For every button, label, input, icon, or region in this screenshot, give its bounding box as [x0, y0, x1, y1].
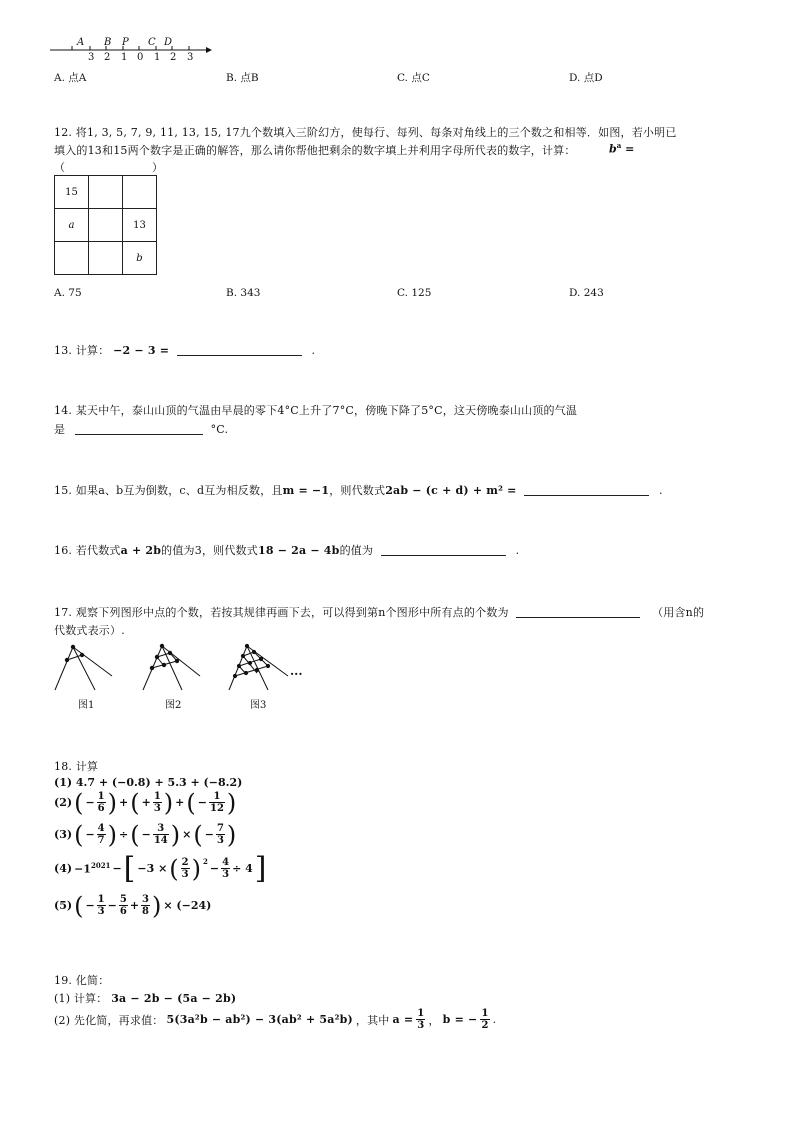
- fraction: $\frac{1}{6}$: [97, 791, 105, 814]
- question-17-text: 17. 观察下列图形中点的个数，若按其规律再画下去，可以得到第n个图形中所有点的个数为: [54, 606, 509, 619]
- simplify-2-label: (2) 先化简，再求值：: [54, 1013, 164, 1027]
- fraction: $\frac{1}{3}$: [153, 791, 161, 814]
- ellipsis: ...: [290, 664, 303, 678]
- answer-blank[interactable]: [516, 605, 640, 618]
- question-14-start: 是: [54, 423, 66, 436]
- answer-blank[interactable]: [524, 483, 649, 496]
- tick-label: 3: [187, 52, 194, 63]
- question-12-text-2: 填入的13和15两个数字是正确的解答，那么请你帮他把剩余的数字填上并利用字母所代表的数字，计算：: [54, 144, 576, 157]
- calc-2-label: (2): [54, 796, 73, 809]
- question-17-text-2: 代数式表示）.: [54, 624, 125, 637]
- figure-label-2: 图2: [165, 700, 182, 711]
- answer-paren-close: ）: [152, 161, 164, 174]
- grid-cell: [89, 242, 123, 275]
- tick-label: 1: [121, 52, 128, 63]
- period: .: [492, 1013, 497, 1026]
- question-16-expr2: 18 − 2a − 4b: [257, 544, 340, 557]
- fraction: $\frac{5}{6}$: [119, 894, 127, 917]
- calc-4: (4) $-1^{2021}$ − [ −3 × ( $\frac{2}{3}$ ) $^2$ − $\frac{4}{3}$ ÷ 4 ]: [54, 850, 267, 886]
- question-12-text: 12. 将1, 3, 5, 7, 9, 11, 13, 15, 17九个数填入三阶幻方，使每行、每列、每条对角线上的三个数之和相等．如图，若小明已: [54, 126, 677, 139]
- figure-3: [229, 644, 288, 690]
- period: .: [311, 344, 316, 357]
- question-19-title: 19. 化简：: [54, 974, 110, 987]
- grid-cell: [89, 209, 123, 242]
- magic-square-grid: [54, 175, 157, 275]
- simplify-1-label: (1) 计算：: [54, 992, 108, 1005]
- tick-label: 1: [154, 52, 161, 63]
- question-16-expr1: a + 2b: [120, 544, 162, 557]
- question-15-cond: m = −1: [282, 484, 330, 497]
- question-13-label: 13. 计算：: [54, 344, 110, 357]
- calc-1: (1) 4.7 + (−0.8) + 5.3 + (−8.2): [54, 776, 243, 789]
- point-label-d: D: [164, 37, 173, 48]
- simplify-2-mid: ，其中: [355, 1013, 390, 1027]
- question-16: [54, 542, 519, 558]
- point-label-a: A: [77, 37, 85, 48]
- question-15-label: 15. 如果a、b互为倒数，c、d互为相反数，且: [54, 484, 283, 497]
- simplify-2-expr: 5(3a²b − ab²) − 3(ab² + 5a²b): [166, 1013, 353, 1026]
- tick-label: 2: [104, 52, 111, 63]
- grid-cell: [123, 176, 157, 209]
- question-17-line1: [54, 604, 704, 620]
- option-d[interactable]: D. 243: [569, 287, 604, 299]
- question-16-label: 16. 若代数式: [54, 544, 121, 557]
- period: .: [659, 484, 663, 497]
- question-18-title: 18. 计算: [54, 760, 99, 773]
- grid-cell: a: [55, 209, 89, 242]
- fraction: $\frac{3}{14}$: [153, 823, 168, 846]
- calc-5: (5) ( − $\frac{1}{3}$ − $\frac{5}{6}$ + $\frac{3}{8}$ ) × (−24): [54, 891, 212, 920]
- option-b[interactable]: B. 343: [226, 287, 261, 299]
- point-label-c: C: [148, 37, 156, 48]
- fraction: $\frac{3}{8}$: [142, 894, 150, 917]
- figure-2: [143, 644, 200, 690]
- option-c[interactable]: C. 125: [397, 287, 432, 299]
- option-a[interactable]: A. 点A: [54, 72, 87, 84]
- question-16-mid1: 的值为3，则代数式: [161, 544, 258, 557]
- option-b[interactable]: B. 点B: [226, 72, 259, 84]
- calc-3-label: (3): [54, 828, 73, 841]
- tick-label: 0: [137, 52, 144, 63]
- fraction: $\frac{7}{3}$: [216, 823, 224, 846]
- calc-2: (2) ( − $\frac{1}{6}$ ) + ( + $\frac{1}{3}$ ) + ( − $\frac{1}{12}$ ): [54, 788, 237, 817]
- question-14-text: 14. 某天中午，泰山山顶的气温由早晨的零下4°C上升了7°C，傍晚下降了5°C，这天傍晚泰山山顶的气温: [54, 404, 578, 417]
- value-a: a =: [392, 1013, 414, 1026]
- fraction: $\frac{1}{12}$: [209, 791, 224, 814]
- question-15: [54, 482, 663, 498]
- grid-cell: 15: [55, 176, 89, 209]
- value-b: b = −: [442, 1013, 478, 1026]
- period: .: [515, 544, 520, 557]
- calc-3: (3) ( − $\frac{4}{7}$ ) ÷ ( − $\frac{3}{14}$ ) × ( − $\frac{7}{3}$ ): [54, 820, 237, 849]
- fraction: $\frac{4}{3}$: [222, 857, 230, 880]
- simplify-1: [54, 990, 236, 1006]
- question-12-expr: $b^a$ =: [609, 141, 635, 156]
- question-13-expr: −2 − 3 =: [113, 344, 170, 357]
- tick-label: 3: [88, 52, 95, 63]
- grid-cell: [89, 176, 123, 209]
- option-d[interactable]: D. 点D: [569, 72, 603, 84]
- figure-label-1: 图1: [78, 700, 95, 711]
- calc-4-label: (4): [54, 862, 73, 875]
- fraction: $\frac{4}{7}$: [97, 823, 105, 846]
- figure-label-3: 图3: [250, 700, 267, 711]
- question-17-text-end: （用含n的: [652, 606, 705, 619]
- question-15-mid: ，则代数式: [329, 484, 386, 497]
- point-label-b: B: [104, 37, 112, 48]
- question-15-expr: 2ab − (c + d) + m² =: [385, 484, 517, 497]
- fraction: $\frac{1}{3}$: [417, 1008, 425, 1031]
- answer-blank[interactable]: [75, 422, 203, 435]
- unit-celsius: °C.: [210, 423, 229, 436]
- grid-cell: [55, 242, 89, 275]
- question-13: [54, 342, 315, 358]
- simplify-1-expr: 3a − 2b − (5a − 2b): [111, 992, 237, 1005]
- answer-paren-open: （: [54, 161, 66, 174]
- question-16-mid2: 的值为: [339, 544, 374, 557]
- answer-blank[interactable]: [177, 343, 302, 356]
- figure-1: [55, 645, 112, 690]
- grid-cell: b: [123, 242, 157, 275]
- option-c[interactable]: C. 点C: [397, 72, 430, 84]
- point-label-p: P: [122, 37, 129, 48]
- answer-blank[interactable]: [381, 543, 506, 556]
- calc-5-label: (5): [54, 899, 73, 912]
- option-a[interactable]: A. 75: [54, 287, 82, 299]
- fraction: $\frac{2}{3}$: [181, 857, 189, 880]
- question-14-line2: [54, 421, 228, 437]
- grid-cell: 13: [123, 209, 157, 242]
- fraction: $\frac{1}{3}$: [97, 894, 105, 917]
- simplify-2: (2) 先化简，再求值： 5(3a²b − ab²) − 3(ab² + 5a²b) ，其中 a = $\frac{1}{3}$ ， b = − $\frac{1}{2}$ .: [54, 1008, 497, 1031]
- dot-pattern-figures: [50, 642, 320, 702]
- tick-label: 2: [170, 52, 177, 63]
- fraction: $\frac{1}{2}$: [481, 1008, 489, 1031]
